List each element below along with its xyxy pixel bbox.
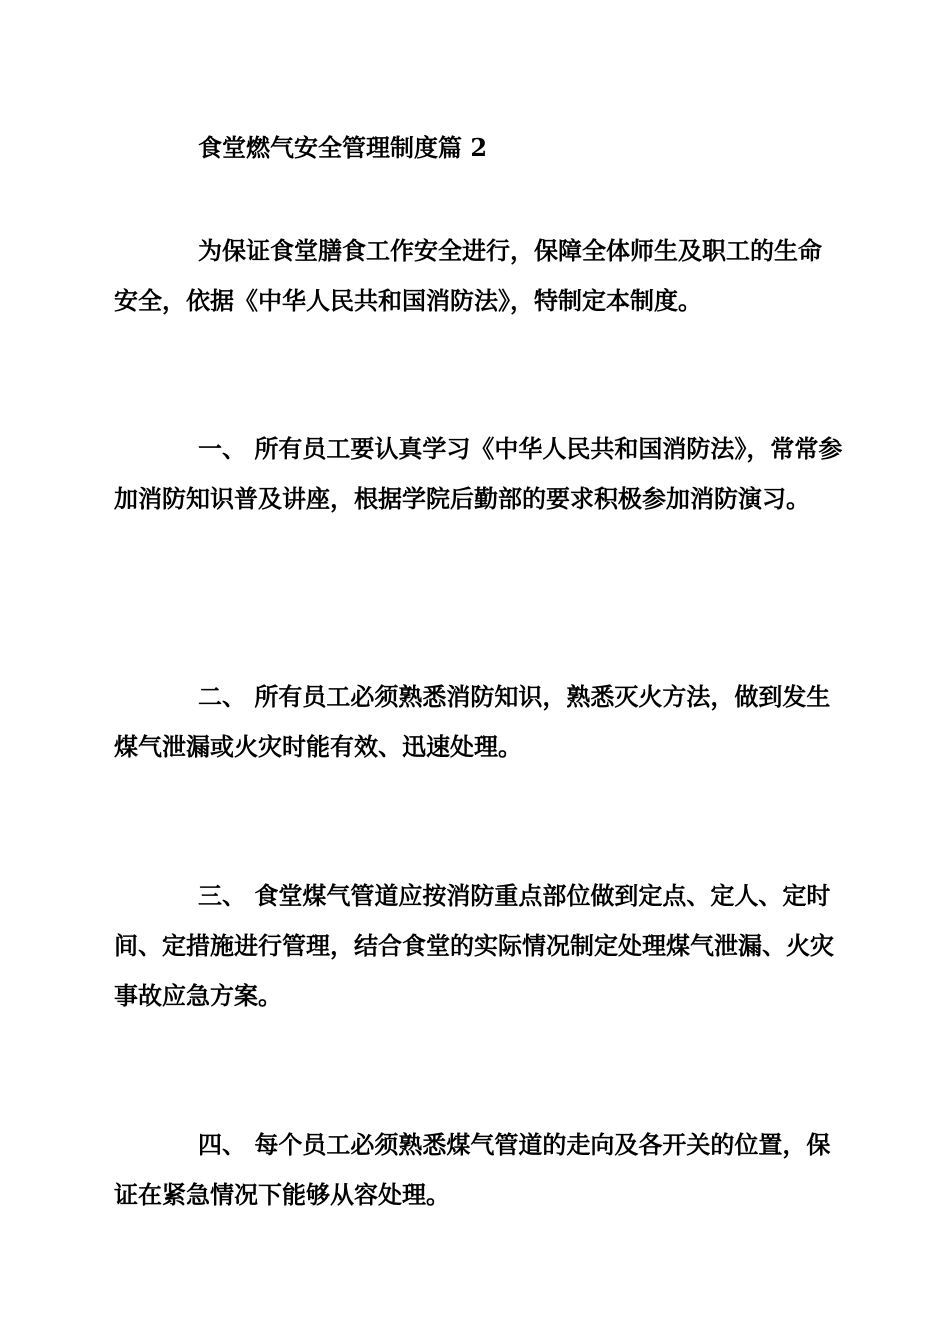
rule-paragraph-4: 四、 每个员工必须熟悉煤气管道的走向及各开关的位置，保证在紧急情况下能够从容处理。 (114, 1130, 831, 1209)
document-title: 食堂燃气安全管理制度篇 2 (198, 133, 488, 162)
rule-paragraph-1: 一、 所有员工要认真学习《中华人民共和国消防法》，常常参加消防知识普及讲座，根据学院后勤部的要求积极参加消防演习。 (114, 434, 843, 513)
rule-paragraph-2: 二、 所有员工必须熟悉消防知识，熟悉灭火方法，做到发生煤气泄漏或火灾时能有效、迅速处理。 (114, 682, 831, 761)
rule-paragraph-3: 三、 食堂煤气管道应按消防重点部位做到定点、定人、定时间、定措施进行管理，结合食堂的实际情况制定处理煤气泄漏、火灾事故应急方案。 (114, 881, 834, 1010)
intro-paragraph: 为保证食堂膳食工作安全进行，保障全体师生及职工的生命安全，依据《中华人民共和国消防法》，特制定本制度。 (114, 236, 822, 315)
